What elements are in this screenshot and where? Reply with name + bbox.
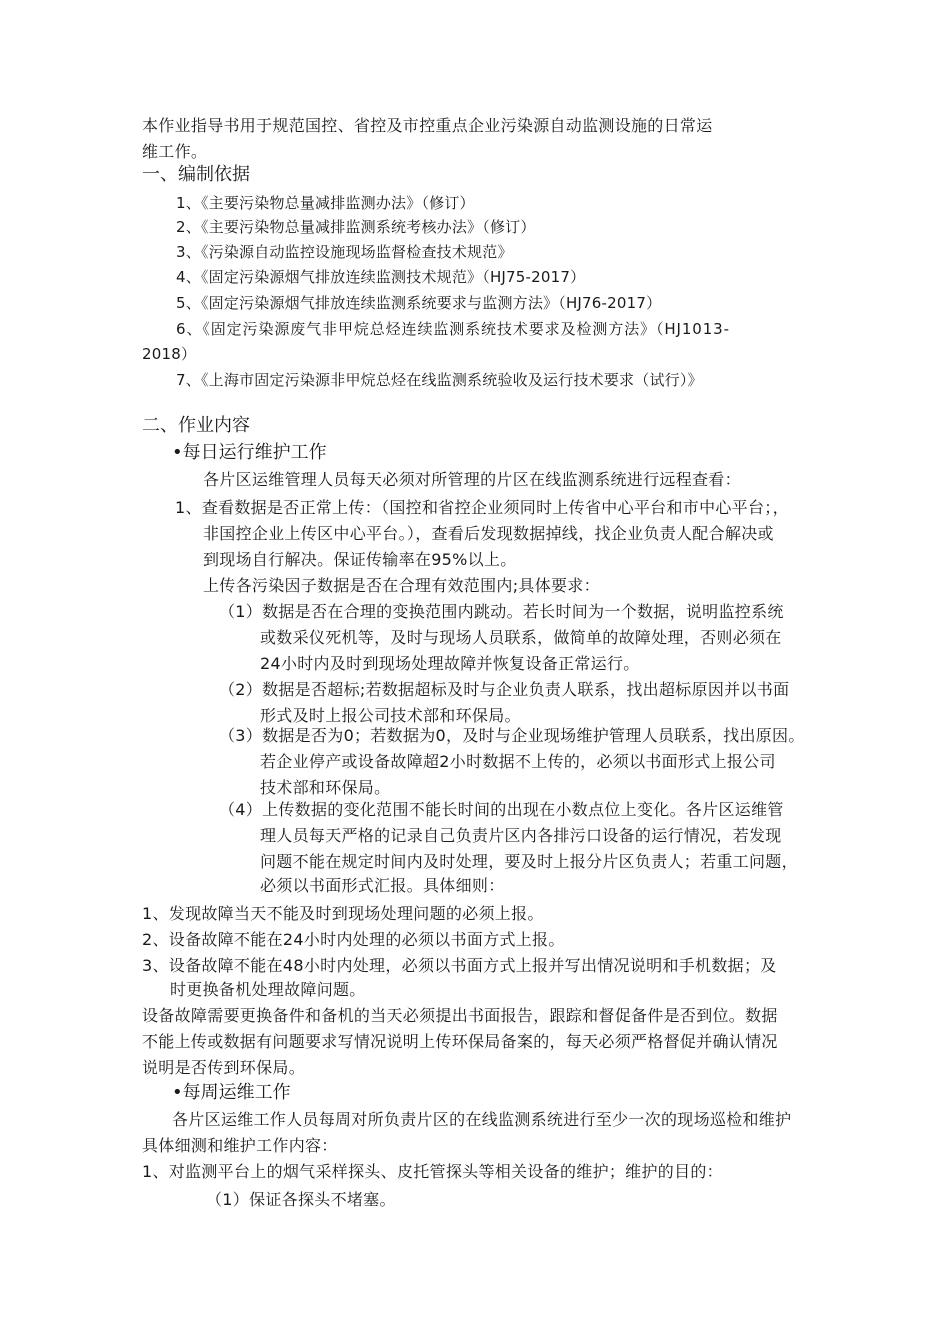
daily-item1-line1: 1、查看数据是否正常上传：（国控和省控企业须同时上传省中心平台和市中心平台；， [175,498,789,517]
weekly-sub1: （1）保证各探头不堵塞。 [206,1190,396,1209]
daily-item1-line3: 到现场自行解决。保证传输率在95%以上。 [203,550,517,569]
sub4-line2: 理人员每天严格的记录自己负责片区内各排污口设备的运行情况，若发现 [260,826,782,845]
rule-3-line1: 3、设备故障不能在48小时内处理，必须以书面方式上报并写出情况说明和手机数据；及 [142,956,777,975]
para-line2: 不能上传或数据有问题要求写情况说明上传环保局备案的，每天必须严格督促并确认情况 [142,1032,778,1051]
sub3-line3: 技术部和环保局。 [260,778,391,797]
ref-item-3: 3、《污染源自动监控设施现场监督检查技术规范》 [176,243,513,261]
ref-item-6-cont: 2018） [142,345,197,363]
ref-item-4: 4、《固定污染源烟气排放连续监测技术规范》（HJ75-2017） [176,268,586,286]
sub1-line1: （1）数据是否在合理的变换范围内跳动。若长时间为一个数据，说明监控系统 [219,602,784,621]
para-line3: 说明是否传到环保局。 [142,1058,306,1077]
rule-3-line2: 时更换备机处理故障问题。 [170,980,366,999]
ref-item-6: 6、《固定污染源废气非甲烷总烃连续监测系统技术要求及检测方法》（HJ1013- [176,320,730,338]
daily-intro: 各片区运维管理人员每天必须对所管理的片区在线监测系统进行远程查看： [203,470,741,489]
ref-item-1: 1、《主要污染物总量减排监测办法》（修订） [176,194,475,212]
sub4-line3: 问题不能在规定时间内及时处理，要及时上报分片区负责人；若重工问题， [260,852,798,871]
intro-line-1: 本作业指导书用于规范国控、省控及市控重点企业污染源自动监测设施的日常运 [142,116,713,135]
sub2-line2: 形式及时上报公司技术部和环保局。 [260,706,521,725]
ref-item-2: 2、《主要污染物总量减排监测系统考核办法》（修订） [176,218,536,236]
para-line1: 设备故障需要更换备件和备机的当天必须提出书面报告，跟踪和督促备件是否到位。数据 [142,1006,778,1025]
weekly-intro-line2: 具体细测和维护工作内容： [142,1136,338,1155]
sub1-line2: 或数采仪死机等，及时与现场人员联系，做简单的故障处理，否则必须在 [260,628,782,647]
daily-item1-line4: 上传各污染因子数据是否在合理有效范围内;具体要求： [203,576,600,595]
section1-title: 一、编制依据 [142,164,250,185]
sub3-line1: （3）数据是否为0；若数据为0，及时与企业现场维护管理人员联系，找出原因。 [219,726,805,745]
rule-1: 1、发现故障当天不能及时到现场处理问题的必须上报。 [142,904,544,923]
ref-item-5: 5、《固定污染源烟气排放连续监测系统要求与监测方法》（HJ76-2017） [176,294,662,312]
sub2-line1: （2）数据是否超标;若数据超标及时与企业负责人联系，找出超标原因并以书面 [219,680,790,699]
section2-title: 二、作业内容 [142,415,250,436]
sub3-line2: 若企业停产或设备故障超2小时数据不上传的，必须以书面形式上报公司 [260,752,776,771]
daily-item1-line2: 非国控企业上传区中心平台。），查看后发现数据掉线，找企业负责人配合解决或 [203,524,774,543]
sub4-line1: （4）上传数据的变化范围不能长时间的出现在小数点位上变化。各片区运维管 [219,800,784,819]
weekly-item1: 1、对监测平台上的烟气采样探头、皮托管探头等相关设备的维护；维护的目的： [142,1162,723,1181]
intro-line-2: 维工作。 [142,142,208,161]
rule-2: 2、设备故障不能在24小时内处理的必须以书面方式上报。 [142,930,565,949]
weekly-intro-line1: 各片区运维工作人员每周对所负责片区的在线监测系统进行至少一次的现场巡检和维护 [172,1110,792,1129]
sub1-line3: 24小时内及时到现场处理故障并恢复设备正常运行。 [260,654,640,673]
ref-item-7: 7、《上海市固定污染源非甲烷总烃在线监测系统验收及运行技术要求（试行）》 [176,371,703,389]
sub4-line4: 必须以书面形式汇报。具体细则： [260,876,505,895]
daily-title: •每日运行维护工作 [172,442,327,463]
weekly-title: •每周运维工作 [172,1082,291,1103]
